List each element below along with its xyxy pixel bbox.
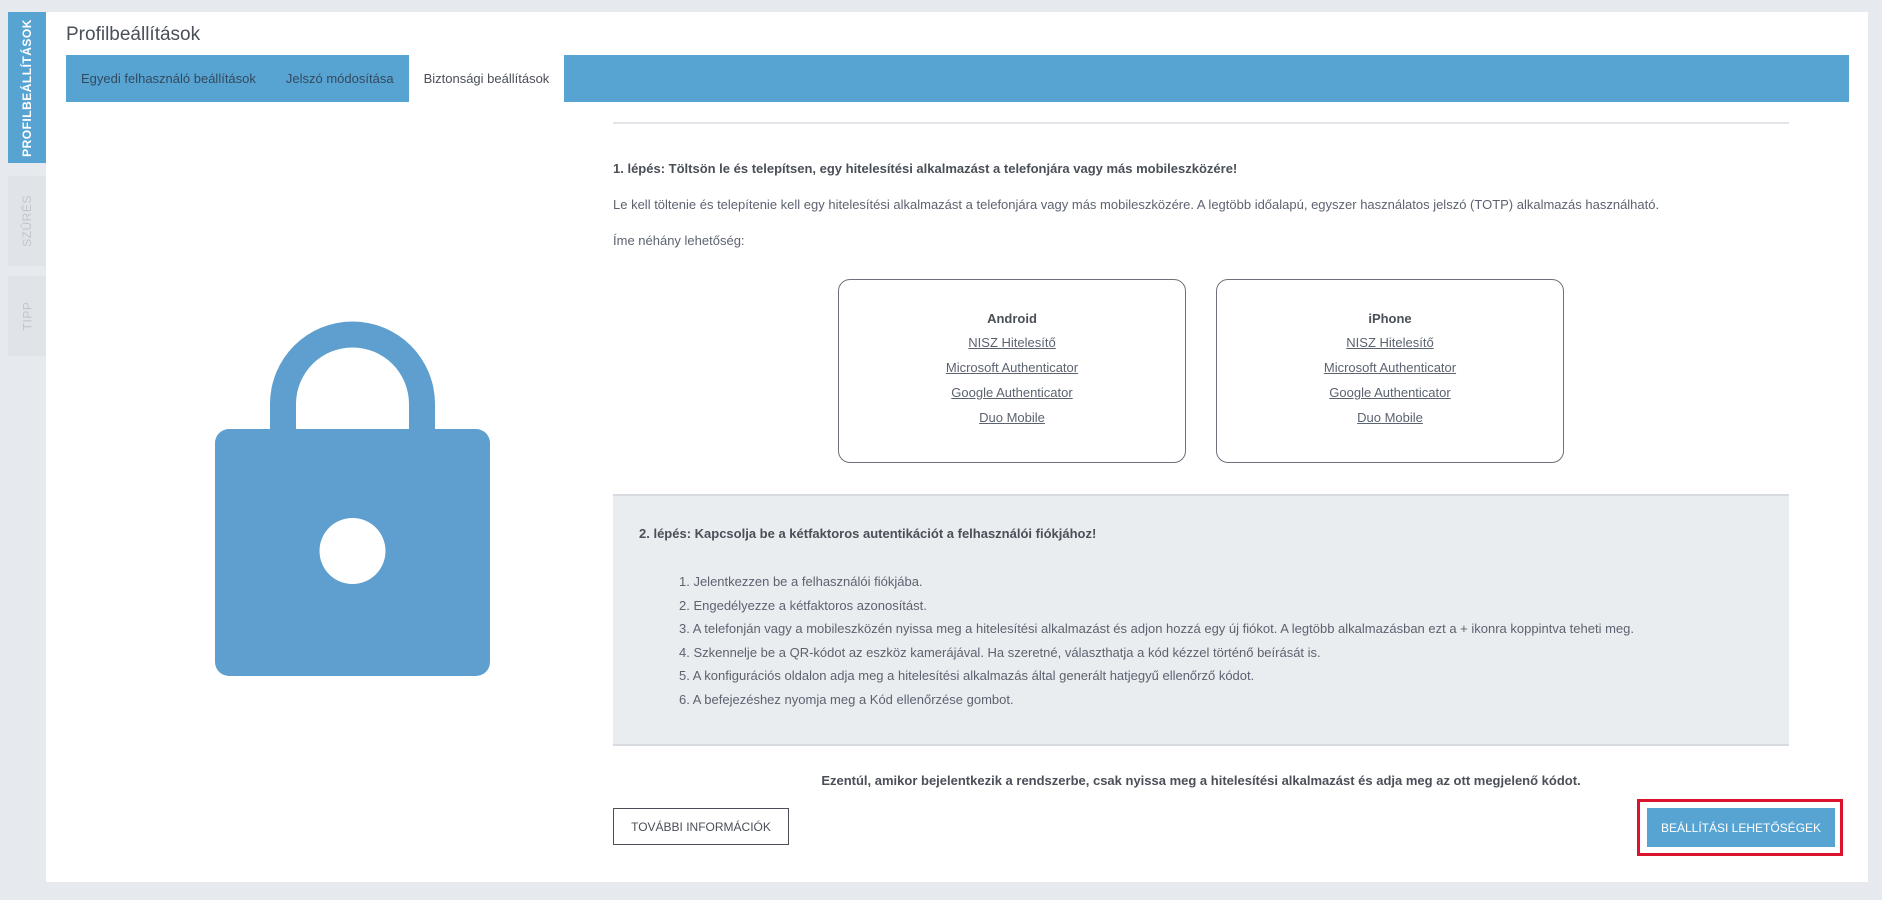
- iphone-apps-box: [1216, 279, 1564, 463]
- step2-title: 2. lépés: Kapcsolja be a kétfaktoros autentikációt a felhasználói fiókjához!: [639, 526, 1097, 541]
- list-item: 4. Szkennelje be a QR-kódot az eszköz kamerájával. Ha szeretné, választhatja a kód kézzel történő beírását is.: [679, 644, 1321, 660]
- iphone-link-microsoft[interactable]: Microsoft Authenticator: [1323, 360, 1457, 375]
- android-link-duo[interactable]: Duo Mobile: [979, 410, 1045, 425]
- side-tab-label: PROFILBEÁLLÍTÁSOK: [20, 18, 35, 157]
- tab-security-settings[interactable]: Biztonsági beállítások: [409, 55, 565, 102]
- android-link-nisz[interactable]: NISZ Hitelesítő: [968, 335, 1056, 350]
- options-intro: Íme néhány lehetőség:: [613, 233, 745, 248]
- android-title: Android: [987, 311, 1037, 326]
- iphone-title: iPhone: [1368, 311, 1412, 326]
- iphone-link-nisz[interactable]: NISZ Hitelesítő: [1346, 335, 1434, 350]
- footer-note: Ezentúl, amikor bejelentkezik a rendszerbe, csak nyissa meg a hitelesítési alkalmazást és adja meg az ott megjelenő kódot.: [821, 773, 1581, 788]
- list-item: 1. Jelentkezzen be a felhasználói fiókjába.: [679, 574, 923, 589]
- android-apps-box: [838, 279, 1186, 463]
- tab-individual-user-settings[interactable]: Egyedi felhasználó beállítások: [81, 71, 256, 86]
- side-tab-label: TIPP: [19, 301, 34, 331]
- main-panel: [46, 12, 1868, 882]
- side-tab-label: SZŰRÉS: [20, 195, 34, 247]
- side-tab-profile-settings[interactable]: [8, 12, 46, 163]
- divider: [613, 122, 1789, 124]
- side-tab-tip[interactable]: [8, 276, 46, 356]
- list-item: 5. A konfigurációs oldalon adja meg a hitelesítési alkalmazás által generált hatjegyű ellenőrző kódot.: [679, 668, 1255, 683]
- list-item: 3. A telefonján vagy a mobileszközén nyissa meg a hitelesítési alkalmazást és adjon hozzá egy új fiókot. A legtöbb alkalmazásban ezt a + ikonra koppintva teheti meg.: [679, 621, 1634, 636]
- list-item: 2. Engedélyezze a kétfaktoros azonosítást.: [679, 597, 927, 613]
- page-title: Profilbeállítások: [66, 24, 201, 45]
- lock-icon: [215, 309, 490, 676]
- side-tab-filter[interactable]: [8, 176, 46, 266]
- iphone-link-google[interactable]: Google Authenticator: [1329, 385, 1451, 400]
- step1-title: 1. lépés: Töltsön le és telepítsen, egy hitelesítési alkalmazást a telefonjára vagy más mobileszközére!: [613, 161, 1238, 176]
- android-link-microsoft[interactable]: Microsoft Authenticator: [945, 360, 1079, 375]
- step2-list: [679, 570, 1634, 711]
- list-item: 6. A befejezéshez nyomja meg a Kód ellenőrzése gombot.: [679, 691, 1014, 707]
- step2-section: [613, 494, 1789, 746]
- step1-description: Le kell töltenie és telepítenie kell egy hitelesítési alkalmazást a telefonjára vagy más mobileszközére. A legtöbb időalapú, egyszer használatos jelszó (TOTP) alkalmazás használható.: [613, 197, 1660, 212]
- iphone-link-duo[interactable]: Duo Mobile: [1357, 410, 1423, 425]
- tab-password-change[interactable]: Jelszó módosítása: [285, 71, 394, 86]
- settings-options-button[interactable]: BEÁLLÍTÁSI LEHETŐSÉGEK: [1647, 808, 1835, 847]
- android-link-google[interactable]: Google Authenticator: [951, 385, 1073, 400]
- more-info-button[interactable]: TOVÁBBI INFORMÁCIÓK: [613, 808, 789, 845]
- tab-bar: [66, 55, 1849, 102]
